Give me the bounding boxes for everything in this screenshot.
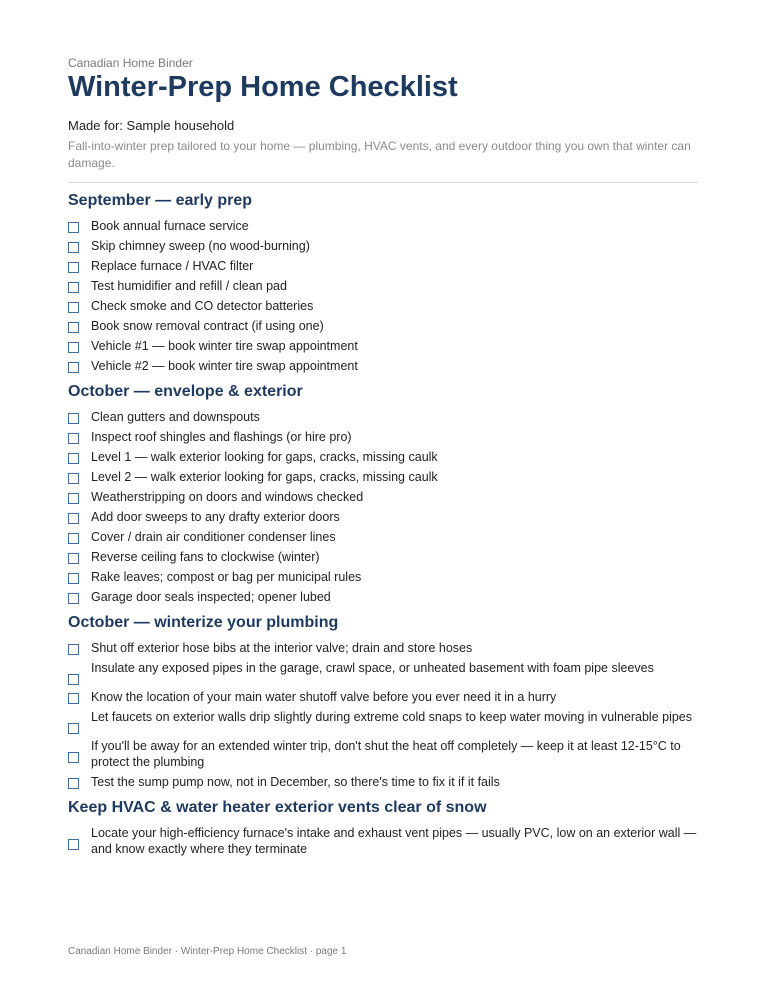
checkbox[interactable]: [68, 533, 79, 544]
checklist-item-label: Clean gutters and downspouts: [91, 410, 260, 424]
page-title: Winter-Prep Home Checklist: [68, 71, 458, 103]
checkbox[interactable]: [68, 778, 79, 789]
checklist-item: [68, 774, 698, 790]
checklist-item: [68, 569, 698, 585]
checkbox[interactable]: [68, 723, 79, 734]
checklist-item: [68, 640, 698, 656]
checklist-page: [68, 56, 698, 861]
binder-kicker: Canadian Home Binder: [68, 56, 193, 70]
checkbox[interactable]: [68, 453, 79, 464]
checklist-item: [68, 449, 698, 465]
checklist-item-label: Vehicle #1 — book winter tire swap appointment: [91, 339, 358, 353]
checklist-item-label: Inspect roof shingles and flashings (or hire pro): [91, 430, 352, 444]
checklist-item-label: Reverse ceiling fans to clockwise (winter): [91, 550, 320, 564]
checklist-item-label: Garage door seals inspected; opener lubed: [91, 590, 331, 604]
checklist-item-label: Replace furnace / HVAC filter: [91, 259, 254, 273]
checkbox[interactable]: [68, 573, 79, 584]
checklist-item-label: Rake leaves; compost or bag per municipal rules: [91, 570, 362, 584]
checkbox[interactable]: [68, 644, 79, 655]
section-title: October — winterize your plumbing: [68, 614, 339, 631]
checkbox[interactable]: [68, 222, 79, 233]
checklist-item-label: Test the sump pump now, not in December, so there's time to fix it if it fails: [91, 775, 500, 789]
section-title: Keep HVAC & water heater exterior vents clear of snow: [68, 799, 487, 816]
checklist-item-label: Let faucets on exterior walls drip slightly during extreme cold snaps to keep water moving in vulnerable pipes: [91, 710, 693, 724]
checkbox[interactable]: [68, 553, 79, 564]
checklist-item-label: Insulate any exposed pipes in the garage, crawl space, or unheated basement with foam pipe sleeves: [91, 661, 654, 675]
checkbox[interactable]: [68, 513, 79, 524]
checklist-item-label: Cover / drain air conditioner condenser lines: [91, 530, 336, 544]
checklist-item: [68, 489, 698, 505]
checklist-item: [68, 529, 698, 545]
checkbox[interactable]: [68, 342, 79, 353]
checklist-item-label: Book annual furnace service: [91, 219, 249, 233]
checklist-item-label: Weatherstripping on doors and windows checked: [91, 490, 364, 504]
checklist-item: [68, 689, 698, 705]
checkbox[interactable]: [68, 362, 79, 373]
header-divider: [68, 182, 698, 183]
checklist-item: [68, 469, 698, 485]
checkbox[interactable]: [68, 433, 79, 444]
checklist-item-label: Locate your high-efficiency furnace's intake and exhaust vent pipes — usually PVC, low on an exterior wall — and know exactly where they terminate: [91, 826, 697, 856]
checklist-item: [68, 709, 698, 734]
checklist-item-label: Shut off exterior hose bibs at the interior valve; drain and store hoses: [91, 641, 473, 655]
checkbox[interactable]: [68, 282, 79, 293]
page-footer: Canadian Home Binder · Winter-Prep Home Checklist · page 1: [68, 946, 347, 957]
checklist-item: [68, 218, 698, 234]
checklist-item: [68, 738, 698, 770]
checkbox[interactable]: [68, 302, 79, 313]
checkbox[interactable]: [68, 693, 79, 704]
checklist-item: [68, 549, 698, 565]
checklist-item-label: Level 2 — walk exterior looking for gaps, cracks, missing caulk: [91, 470, 438, 484]
checkbox[interactable]: [68, 839, 79, 850]
checkbox[interactable]: [68, 322, 79, 333]
checklist-item: [68, 358, 698, 374]
checkbox[interactable]: [68, 593, 79, 604]
checkbox[interactable]: [68, 413, 79, 424]
checklist-item-label: Know the location of your main water shutoff valve before you ever need it in a hurry: [91, 690, 557, 704]
checkbox[interactable]: [68, 493, 79, 504]
checklist-item: [68, 238, 698, 254]
checklist-item: [68, 278, 698, 294]
made-for-line: Made for: Sample household: [68, 118, 235, 133]
checklist-item: [68, 589, 698, 605]
checklist-sections: [68, 191, 698, 857]
checklist-item: [68, 258, 698, 274]
checkbox[interactable]: [68, 752, 79, 763]
checklist-item: [68, 429, 698, 445]
checkbox[interactable]: [68, 242, 79, 253]
checkbox[interactable]: [68, 473, 79, 484]
checklist-item: [68, 509, 698, 525]
page-description: Fall-into-winter prep tailored to your home — plumbing, HVAC vents, and every outdoor thing you own that winter can damage.: [68, 139, 691, 170]
checklist-item-label: Book snow removal contract (if using one): [91, 319, 324, 333]
checklist-item-label: Test humidifier and refill / clean pad: [91, 279, 287, 293]
checklist-item-label: Add door sweeps to any drafty exterior doors: [91, 510, 340, 524]
checklist-item: [68, 298, 698, 314]
checklist-item: [68, 825, 698, 857]
checklist-item-label: Skip chimney sweep (no wood-burning): [91, 239, 310, 253]
checklist-item: [68, 409, 698, 425]
checklist-item-label: Vehicle #2 — book winter tire swap appointment: [91, 359, 358, 373]
checkbox[interactable]: [68, 674, 79, 685]
checkbox[interactable]: [68, 262, 79, 273]
section-title: October — envelope & exterior: [68, 383, 303, 400]
section-title: September — early prep: [68, 192, 253, 209]
checklist-item-label: Check smoke and CO detector batteries: [91, 299, 314, 313]
checklist-item: [68, 338, 698, 354]
checklist-item-label: Level 1 — walk exterior looking for gaps, cracks, missing caulk: [91, 450, 438, 464]
checklist-item: [68, 660, 698, 685]
checklist-item-label: If you'll be away for an extended winter trip, don't shut the heat off completely — keep it at least 12-15°C to protect the plumbing: [91, 739, 681, 769]
checklist-item: [68, 318, 698, 334]
